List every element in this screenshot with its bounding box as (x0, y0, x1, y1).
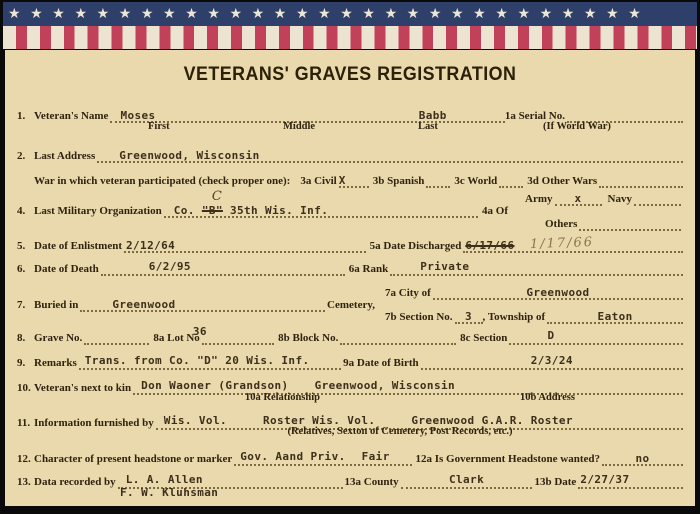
grave-no-label: Grave No. (34, 332, 83, 344)
entry-last-name: Babb (418, 109, 447, 122)
township-of-label: , Township of (482, 311, 546, 323)
entry-army-check: x (574, 192, 582, 205)
dotted-line (234, 450, 412, 466)
line-section-township (385, 308, 683, 324)
spanish-war-label: 3b Spanish (372, 175, 425, 187)
date-of-enlistment-label: Date of Enlistment (34, 240, 122, 252)
dotted-line (80, 296, 325, 312)
of-label: 4a Of (482, 205, 508, 217)
line-next-of-kin (17, 379, 683, 395)
entry-record-date: 2/27/37 (580, 473, 630, 486)
sublabel-address: 10b Address (520, 392, 575, 403)
line-number: 8. (17, 332, 26, 344)
dotted-line (578, 473, 683, 489)
entry-next-of-kin: Don Waoner (Grandson) (141, 379, 289, 392)
entry-last-address: Greenwood, Wisconsin (119, 149, 260, 162)
dotted-line (602, 450, 683, 466)
dotted-line (455, 308, 483, 324)
entry-rank: Private (420, 260, 470, 273)
flag-border-stripes (3, 26, 697, 49)
dotted-line (634, 190, 681, 206)
dotted-line (433, 284, 683, 300)
county-label: 13a County (344, 476, 399, 488)
entry-grave-section: D (547, 329, 555, 342)
sublabel-sources: (Relatives, Sexton of Cemetery, Post Records, etc.) (287, 426, 513, 437)
block-no-label: 8b Block No. (278, 332, 339, 344)
navy-label: Navy (607, 193, 632, 205)
line-enlistment-discharge (17, 234, 683, 253)
line-number: 10. (17, 382, 31, 394)
flag-border-stars (3, 2, 697, 26)
line-number: 12. (17, 453, 31, 465)
lot-no-label: 8a Lot No (153, 332, 200, 344)
data-recorded-by-label: Data recorded by (34, 476, 116, 488)
page-title: VETERANS' GRAVES REGISTRATION (183, 64, 517, 85)
government-headstone-wanted-label: 12a Is Government Headstone wanted? (415, 453, 601, 465)
entry-headstone-type: Gov. Aand Priv. (240, 450, 346, 463)
entry-kin-address: Greenwood, Wisconsin (314, 379, 456, 392)
cemetery-label: Cemetery, (327, 299, 375, 311)
sublabel-if-world-war: (If World War) (543, 121, 611, 132)
dotted-line (509, 329, 683, 345)
entry-military-org-company (201, 189, 223, 217)
dotted-line (547, 308, 683, 324)
other-wars-label: 3d Other Wars (527, 175, 598, 187)
line-number: 9. (17, 357, 26, 369)
army-label: Army (525, 193, 553, 205)
line-last-military-organization (17, 189, 510, 218)
world-war-label: 3c World (454, 175, 498, 187)
others-label: Others (545, 218, 578, 230)
last-military-organization-label: Last Military Organization (34, 205, 162, 217)
civil-war-label: 3a Civil (300, 175, 337, 187)
handwritten-company-letter: C (211, 189, 223, 204)
line-number: 2. (17, 150, 26, 162)
entry-military-org-co: Co. (173, 204, 195, 217)
entry-cemetery-name: Greenwood (112, 298, 176, 311)
serial-no-label: 1a Serial No. (504, 110, 566, 122)
line-headstone-character (17, 450, 683, 466)
entry-headstone-condition: Fair (361, 450, 390, 463)
sublabel-first: First (148, 121, 170, 132)
line-last-address (17, 147, 683, 163)
dotted-line (101, 260, 345, 276)
line-number: 7. (17, 299, 26, 311)
entry-remarks: Trans. from Co. "D" 20 Wis. Inf. (84, 354, 310, 367)
dotted-line (426, 172, 450, 188)
dotted-line (599, 172, 683, 188)
entry-source-2: Roster Wis. Vol. (263, 414, 376, 427)
entry-source-1: Wis. Vol. (163, 414, 227, 427)
line-number: 11. (17, 417, 31, 429)
line-number: 5. (17, 240, 26, 252)
entry-enlistment-date: 2/12/64 (126, 239, 176, 252)
entry-section-no: 3 (465, 310, 473, 323)
handwritten-discharge-date: 1/17/66 (530, 234, 595, 253)
information-furnished-label: Information furnished by (34, 417, 154, 429)
entry-military-org (173, 189, 329, 217)
remarks-label: Remarks (34, 357, 77, 369)
entry-death-date: 6/2/95 (148, 260, 191, 273)
dotted-line (390, 260, 683, 276)
date-of-death-label: Date of Death (34, 263, 99, 275)
entry-second-recorder: F. W. Kluhsman (120, 486, 219, 499)
entry-military-org-unit: 35th Wis. Inf. (229, 204, 329, 217)
line-number: 4. (17, 205, 26, 217)
entry-source-3: Greenwood G.A.R. Roster (411, 414, 573, 427)
section-no-label: 7b Section No. (385, 311, 453, 323)
city-of-label: 7a City of (385, 287, 431, 299)
entry-discharge-date-struck: 6/17/66 (465, 239, 515, 252)
line-number: 6. (17, 263, 26, 275)
entry-township: Eaton (597, 310, 633, 323)
line-death-rank (17, 260, 683, 276)
entry-recorder-name: L. A. Allen (125, 473, 203, 486)
line-buried-in (17, 296, 377, 312)
line-number: 1. (17, 110, 26, 122)
dotted-line (339, 172, 369, 188)
war-participated-label: War in which veteran participated (check proper one): (34, 175, 291, 187)
date-of-birth-label: 9a Date of Birth (343, 357, 419, 369)
dotted-line (579, 215, 681, 231)
rank-label: 6a Rank (348, 263, 389, 275)
line-army-navy (525, 190, 681, 206)
dotted-line (421, 354, 683, 370)
date-discharged-label: 5a Date Discharged (369, 240, 462, 252)
line-data-recorded (17, 473, 683, 489)
entry-first-name: Moses (120, 109, 156, 122)
form-paper (5, 50, 695, 506)
entry-birth-date: 2/3/24 (530, 354, 573, 367)
entry-lot-no: 36 (192, 325, 207, 338)
dotted-line (124, 237, 366, 253)
dotted-line (164, 189, 478, 218)
dotted-line (340, 329, 456, 345)
dotted-line (499, 172, 523, 188)
entry-civil-war-check: X (338, 174, 346, 187)
dotted-line (555, 190, 602, 206)
dotted-line (463, 234, 683, 253)
date-label: 13b Date (534, 476, 577, 488)
entry-headstone-wanted: no (635, 452, 650, 465)
sublabel-middle: Middle (283, 121, 316, 132)
veteran-name-label: Veteran's Name (34, 110, 109, 122)
line-remarks-birth (17, 354, 683, 370)
struck-company-letter: "B" (201, 204, 223, 217)
entry-city: Greenwood (526, 286, 590, 299)
dotted-line (79, 354, 341, 370)
dotted-line (192, 325, 274, 345)
dotted-line (84, 329, 149, 345)
line-number: 13. (17, 476, 31, 488)
sublabel-relationship: 10a Relationship (245, 392, 320, 403)
line-others (545, 215, 681, 231)
dotted-line (401, 473, 533, 489)
dotted-line (133, 379, 683, 395)
line-grave-lot-block-section (17, 325, 683, 345)
line-city-of (385, 284, 683, 300)
next-of-kin-label: Veteran's next to kin (34, 382, 132, 394)
star-icon-row: ★★★★★★★★★★★★★★★★★★★★★★★★★★★★★ (8, 6, 651, 22)
headstone-character-label: Character of present headstone or marker (34, 453, 233, 465)
buried-in-label: Buried in (34, 299, 79, 311)
sublabel-last: Last (418, 121, 438, 132)
section-label: 8c Section (460, 332, 508, 344)
last-address-label: Last Address (34, 150, 96, 162)
dotted-line (97, 147, 683, 163)
line-war-participated (17, 172, 683, 188)
entry-county: Clark (448, 473, 485, 486)
